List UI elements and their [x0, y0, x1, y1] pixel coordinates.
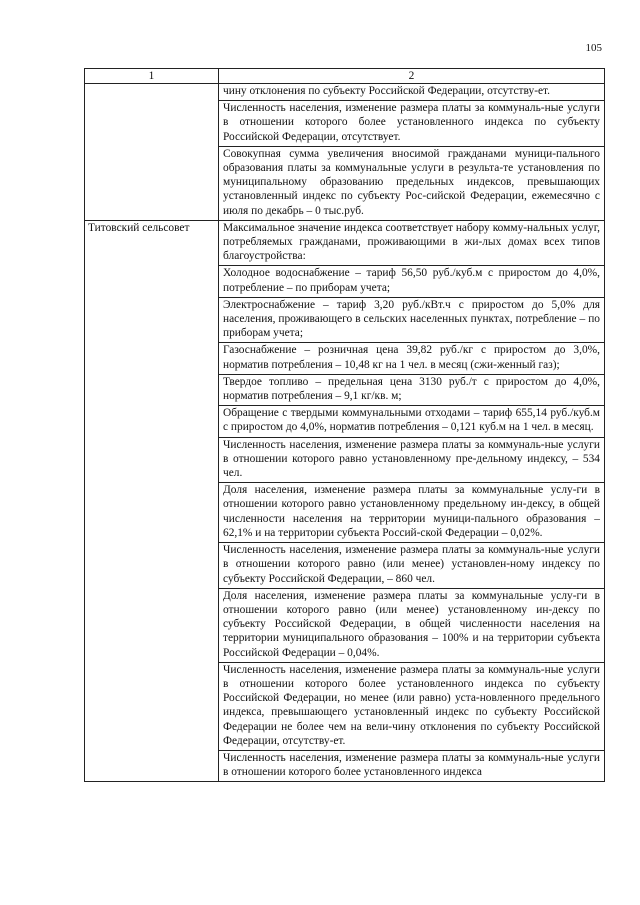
paragraph: Численность населения, изменение размера платы за коммуналь-ные услуги в отношении которого более установленного индекса по субъекту Российской Федерации, но менее (или равно) уста-новленного предельного индекса, превышающего установленный индекс по субъекту Российской Федерации не более чем на вели-чину отклонения по субъекту Российской Федерации, отсутству-ет.: [219, 663, 604, 751]
paragraph: Численность населения, изменение размера платы за коммуналь-ные услуги в отношении которого более установленного индекса: [223, 751, 600, 779]
table-row: [85, 220, 605, 782]
paragraph: Доля населения, изменение размера платы за коммунальные услу-ги в отношении которого равно (или менее) установленному ин-дексу по субъекту Российской Федерации, в общей численности населения на территории муниципального образования – 100% и на территории субъекта Российской Федерации – 0,04%.: [219, 589, 604, 663]
table-header-row: [85, 69, 605, 84]
paragraph: Численность населения, изменение размера платы за коммуналь-ные услуги в отношении которого равно (или менее) установлен-ному индексу по субъекту Российской Федерации, – 860 чел.: [219, 543, 604, 589]
page-number: 105: [585, 42, 602, 54]
paragraph: Доля населения, изменение размера платы за коммунальные услу-ги в отношении которого равно установленному предельному ин-дексу, в общей численности населения на территории муници-пального образования – 62,1% и на территории субъекта Россий-ской Федерации – 0,02%.: [219, 483, 604, 543]
paragraph: Газоснабжение – розничная цена 39,82 руб./кг с приростом до 3,0%, норматив потребления – 10,48 кг на 1 чел. в месяц (сжи-женный газ);: [219, 343, 604, 374]
paragraph: Численность населения, изменение размера платы за коммуналь-ные услуги в отношении которого более установленного индекса по субъекту Российской Федерации, отсутствует.: [219, 101, 604, 147]
column-header-2: 2: [219, 69, 605, 84]
paragraph: Холодное водоснабжение – тариф 56,50 руб./куб.м с приростом до 4,0%, потребление – по приборам учета;: [219, 266, 604, 297]
document-table: [84, 68, 605, 782]
paragraph: Электроснабжение – тариф 3,20 руб./кВт.ч с приростом до 5,0% для населения, проживающего в сельских населенных пунктах, потребление – по приборам учета;: [219, 298, 604, 344]
table-row: [85, 84, 605, 221]
column-header-1: 1: [85, 69, 219, 84]
text-cell: [219, 220, 605, 782]
paragraph: Твердое топливо – предельная цена 3130 руб./т с приростом до 4,0%, норматив потребления – 9,1 кг/кв. м;: [219, 375, 604, 406]
paragraph: чину отклонения по субъекту Российской Федерации, отсутству-ет.: [219, 84, 604, 101]
paragraph: Обращение с твердыми коммунальными отходами – тариф 655,14 руб./куб.м с приростом до 4,0%, норматив потребления – 0,121 куб.м на 1 чел. в месяц.: [219, 406, 604, 437]
paragraph: Максимальное значение индекса соответствует набору комму-нальных услуг, потребляемых гражданами, проживающими в жи-лых домах всех типов благоустройства:: [219, 221, 604, 267]
paragraph: Совокупная сумма увеличения вносимой гражданами муници-пального образования платы за коммунальные услуги в результа-те установления по муниципальному образованию предельных индексов, превышающих установленный индекс по субъекту Рос-сийской Федерации, ежемесячно с июля по декабрь – 0 тыс.руб.: [223, 147, 600, 217]
region-cell: Титовский сельсовет: [85, 220, 219, 782]
paragraph: Численность населения, изменение размера платы за коммуналь-ные услуги в отношении которого равно установленному пре-дельному индексу, – 534 чел.: [219, 438, 604, 484]
region-cell: [85, 84, 219, 221]
text-cell: [219, 84, 605, 221]
